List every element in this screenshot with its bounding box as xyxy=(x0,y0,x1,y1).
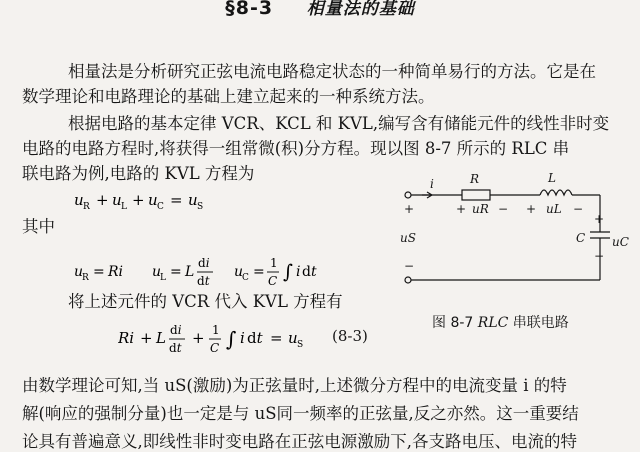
inductor-symbol xyxy=(540,190,572,195)
plus-sign: + xyxy=(526,202,537,216)
svg-text:u: u xyxy=(74,191,84,209)
uc-label: uC xyxy=(612,235,629,249)
terminal xyxy=(405,192,411,198)
minus-sign: − xyxy=(573,202,584,216)
svg-text:1: 1 xyxy=(270,256,278,270)
source-label: uS xyxy=(400,231,416,245)
figure-caption-italic: RLC xyxy=(477,315,509,331)
svg-text:=: = xyxy=(253,264,265,280)
svg-text:S: S xyxy=(297,340,304,350)
svg-text:Ri: Ri xyxy=(118,329,135,347)
svg-text:∫: ∫ xyxy=(226,327,237,351)
combined-equation xyxy=(118,322,398,368)
svg-text:S: S xyxy=(197,202,204,212)
terminal xyxy=(405,277,411,283)
figure-caption-prefix: 图 8-7 xyxy=(432,315,474,331)
svg-text:dt: dt xyxy=(197,274,210,288)
paragraph-line: 数学理论和电路理论的基础上建立起来的一种系统方法。 xyxy=(22,87,435,106)
svg-text:L: L xyxy=(185,264,195,280)
resistor-label: R xyxy=(470,172,480,186)
paragraph-line: 电路的电路方程时,将获得一组常微(积)分方程。现以图 8-7 所示的 RLC 串 xyxy=(22,139,570,158)
svg-text:u: u xyxy=(112,191,122,209)
resistor-symbol xyxy=(462,190,490,200)
paragraph-line: 根据电路的基本定律 VCR、KCL 和 KVL,编写含有储能元件的线性非时变 xyxy=(68,114,610,133)
svg-text:dt: dt xyxy=(247,329,263,347)
current-label: i xyxy=(430,177,434,191)
section-title: 相量法的基础 xyxy=(306,0,415,19)
svg-text:u: u xyxy=(74,264,84,280)
svg-text:di: di xyxy=(198,256,210,270)
plus-sign: + xyxy=(594,212,605,226)
rlc-circuit-diagram xyxy=(390,170,630,310)
figure-caption-suffix: 串联电路 xyxy=(508,315,569,331)
svg-text:L: L xyxy=(121,202,127,212)
svg-text:C: C xyxy=(210,341,220,355)
ur-label: uR xyxy=(472,202,489,216)
ul-label: uL xyxy=(546,202,562,216)
svg-text:Ri: Ri xyxy=(108,264,124,280)
svg-text:C: C xyxy=(242,273,249,283)
svg-text:∫: ∫ xyxy=(283,261,293,283)
current-arrow-icon xyxy=(422,192,432,198)
kvl-equation xyxy=(74,188,234,216)
equation-number: (8-3) xyxy=(332,327,368,345)
svg-text:dt: dt xyxy=(169,341,182,355)
paragraph-line: 联电路为例,电路的 KVL 方程为 xyxy=(22,164,255,183)
plus-sign: + xyxy=(404,202,415,216)
svg-text:R: R xyxy=(82,273,89,283)
kvl-equation-graphic xyxy=(74,188,234,212)
capacitor-label: C xyxy=(576,231,586,245)
svg-text:=: = xyxy=(170,264,182,280)
paragraph-line: 其中 xyxy=(22,217,55,236)
svg-text:u: u xyxy=(234,264,244,280)
svg-text:u: u xyxy=(148,191,158,209)
svg-text:+: + xyxy=(192,329,205,347)
paragraph-line: 论具有普遍意义,即线性非时变电路在正弦电源激励下,各支路电压、电流的特 xyxy=(22,432,577,451)
svg-text:R: R xyxy=(83,202,90,212)
paragraph-line: 将上述元件的 VCR 代入 KVL 方程有 xyxy=(68,292,343,311)
svg-text:=: = xyxy=(270,329,283,347)
inductor-label: L xyxy=(548,171,556,185)
section-heading xyxy=(0,0,640,19)
svg-text:u: u xyxy=(152,264,162,280)
svg-text:+: + xyxy=(140,329,153,347)
svg-text:1: 1 xyxy=(212,323,220,337)
paragraph-line: 解(响应的强制分量)也一定是与 uS同一频率的正弦量,反之亦然。这一重要结 xyxy=(22,404,579,423)
paragraph-line: 相量法是分析研究正弦电流电路稳定状态的一种简单易行的方法。它是在 xyxy=(68,62,596,81)
minus-sign: − xyxy=(498,202,509,216)
svg-text:i: i xyxy=(240,329,245,347)
svg-text:C: C xyxy=(268,274,278,288)
svg-text:dt: dt xyxy=(302,264,317,280)
plus-sign: + xyxy=(456,202,467,216)
svg-text:u: u xyxy=(188,191,198,209)
section-number: §8-3 xyxy=(225,0,274,19)
svg-text:di: di xyxy=(170,323,182,337)
paragraph-line: 由数学理论可知,当 uS(激励)为正弦量时,上述微分方程中的电流变量 i 的特 xyxy=(22,376,567,395)
svg-text:u: u xyxy=(288,329,298,347)
svg-text:L: L xyxy=(156,329,166,347)
svg-text:+: + xyxy=(96,191,109,209)
figure-caption xyxy=(432,312,569,332)
svg-text:i: i xyxy=(296,264,301,280)
svg-text:C: C xyxy=(157,202,164,212)
svg-text:L: L xyxy=(160,273,166,283)
svg-text:+: + xyxy=(132,191,145,209)
svg-text:=: = xyxy=(93,264,105,280)
minus-sign: − xyxy=(594,249,605,263)
minus-sign: − xyxy=(404,259,415,273)
svg-text:=: = xyxy=(170,191,183,209)
